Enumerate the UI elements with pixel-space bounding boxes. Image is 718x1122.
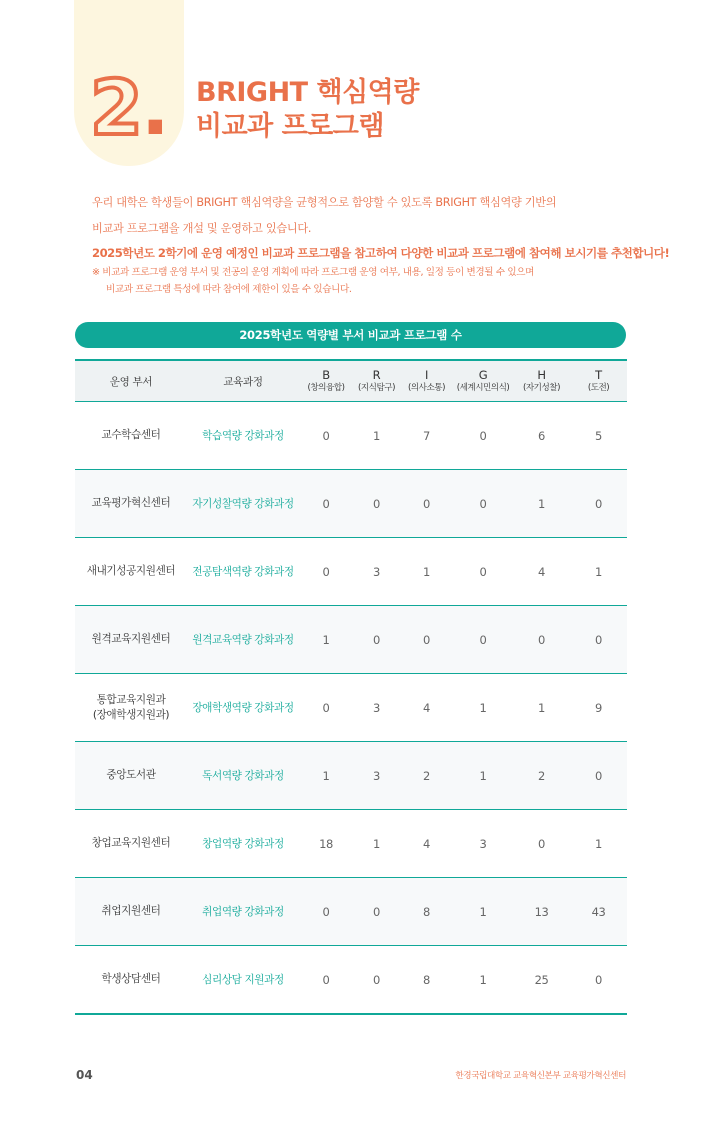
- section-title: [196, 76, 419, 144]
- header-subtitle: (자기성찰): [523, 383, 560, 393]
- dept-name: 창업교육지원센터: [91, 837, 171, 849]
- table-row: [75, 674, 627, 742]
- count-cell: 2: [513, 742, 570, 810]
- table-row: [75, 606, 627, 674]
- course-cell: 장애학생역량 강화과정: [187, 674, 299, 742]
- header-code: G: [478, 368, 488, 382]
- intro-text: [92, 190, 670, 298]
- header-course: 교육과정: [187, 360, 299, 402]
- dept-name: 통합교육지원과: [96, 693, 166, 706]
- header-code: I: [424, 368, 429, 382]
- table-row: [75, 402, 627, 470]
- page-number: 04: [76, 1068, 93, 1082]
- count-cell: 0: [299, 878, 353, 946]
- count-cell: 1: [513, 674, 570, 742]
- count-cell: 8: [400, 946, 453, 1015]
- section-title-line-1: BRIGHT 핵심역량: [196, 77, 419, 108]
- dept-name: 원격교육지원센터: [91, 633, 171, 645]
- count-cell: 0: [353, 606, 400, 674]
- course-cell: 독서역량 강화과정: [187, 742, 299, 810]
- count-cell: 18: [299, 810, 353, 878]
- table-row: [75, 810, 627, 878]
- header-code: R: [372, 368, 381, 382]
- count-cell: 0: [570, 470, 627, 538]
- count-cell: 0: [570, 946, 627, 1015]
- count-cell: 6: [513, 402, 570, 470]
- header-subtitle: (창의융합): [307, 383, 345, 393]
- header-r: [353, 360, 400, 402]
- header-b: [299, 360, 353, 402]
- header-dept: 운영 부서: [75, 360, 187, 402]
- count-cell: 0: [299, 402, 353, 470]
- header-code: B: [322, 368, 330, 382]
- count-cell: 1: [453, 674, 513, 742]
- dept-cell: [75, 538, 187, 606]
- footer-organization: 한경국립대학교 교육혁신본부 교육평가혁신센터: [455, 1071, 626, 1081]
- header-subtitle: (의사소통): [408, 383, 445, 393]
- course-cell: 자기성찰역량 강화과정: [187, 470, 299, 538]
- course-cell: 심리상담 지원과정: [187, 946, 299, 1015]
- dept-name: 중앙도서관: [106, 769, 156, 781]
- intro-recommendation: 2025학년도 2학기에 운영 예정인 비교과 프로그램을 참고하여 다양한 비교과 프로그램에 참여해 보시기를 추천합니다!: [92, 246, 670, 260]
- count-cell: 1: [353, 402, 400, 470]
- count-cell: 3: [353, 742, 400, 810]
- intro-line-1: 우리 대학은 학생들이 BRIGHT 핵심역량을 균형적으로 함양할 수 있도록 BRIGHT 핵심역량 기반의: [92, 196, 557, 209]
- count-cell: 0: [513, 606, 570, 674]
- count-cell: 0: [453, 606, 513, 674]
- count-cell: 43: [570, 878, 627, 946]
- dept-name-sub: (장애학생지원과): [92, 708, 170, 721]
- count-cell: 0: [570, 606, 627, 674]
- count-cell: 4: [400, 674, 453, 742]
- count-cell: 9: [570, 674, 627, 742]
- table-row: [75, 742, 627, 810]
- count-cell: 0: [299, 946, 353, 1015]
- count-cell: 0: [570, 742, 627, 810]
- table-row: [75, 878, 627, 946]
- count-cell: 25: [513, 946, 570, 1015]
- dept-name: 교육평가혁신센터: [91, 497, 171, 509]
- course-cell: 전공탐색역량 강화과정: [187, 538, 299, 606]
- dept-name: 새내기성공지원센터: [86, 565, 176, 577]
- count-cell: 0: [400, 606, 453, 674]
- count-cell: 5: [570, 402, 627, 470]
- program-count-table: [75, 359, 627, 1015]
- course-cell: 학습역량 강화과정: [187, 402, 299, 470]
- header-i: [400, 360, 453, 402]
- dept-cell: [75, 878, 187, 946]
- dept-name: 취업지원센터: [101, 905, 161, 917]
- count-cell: 0: [453, 470, 513, 538]
- count-cell: 1: [453, 878, 513, 946]
- course-cell: 창업역량 강화과정: [187, 810, 299, 878]
- count-cell: 1: [513, 470, 570, 538]
- count-cell: 0: [453, 402, 513, 470]
- count-cell: 0: [353, 470, 400, 538]
- header-subtitle: (도전): [587, 383, 610, 393]
- dept-name: 학생상담센터: [101, 973, 161, 985]
- count-cell: 3: [453, 810, 513, 878]
- count-cell: 2: [400, 742, 453, 810]
- section-number: 2.: [90, 63, 168, 152]
- table-caption: 2025학년도 역량별 부서 비교과 프로그램 수: [75, 322, 626, 348]
- intro-note-2: 비교과 프로그램 특성에 따라 참여에 제한이 있을 수 있습니다.: [106, 284, 352, 295]
- dept-cell: [75, 946, 187, 1015]
- course-cell: 취업역량 강화과정: [187, 878, 299, 946]
- header-code: H: [537, 368, 546, 382]
- intro-line-2: 비교과 프로그램을 개설 및 운영하고 있습니다.: [92, 222, 312, 235]
- dept-name: 교수학습센터: [101, 429, 161, 441]
- section-number-dot: .: [140, 63, 168, 152]
- count-cell: 3: [353, 674, 400, 742]
- table-row: [75, 538, 627, 606]
- count-cell: 3: [353, 538, 400, 606]
- count-cell: 1: [299, 742, 353, 810]
- dept-cell: [75, 402, 187, 470]
- dept-cell: [75, 606, 187, 674]
- count-cell: 1: [453, 946, 513, 1015]
- header-g: [453, 360, 513, 402]
- table-row: [75, 470, 627, 538]
- dept-cell: [75, 674, 187, 742]
- count-cell: 1: [570, 538, 627, 606]
- count-cell: 8: [400, 878, 453, 946]
- header-subtitle: (지식탐구): [358, 383, 395, 393]
- count-cell: 1: [353, 810, 400, 878]
- count-cell: 4: [400, 810, 453, 878]
- count-cell: 1: [400, 538, 453, 606]
- table-row: [75, 946, 627, 1015]
- count-cell: 0: [353, 946, 400, 1015]
- count-cell: 0: [353, 878, 400, 946]
- count-cell: 0: [453, 538, 513, 606]
- dept-cell: [75, 810, 187, 878]
- count-cell: 13: [513, 878, 570, 946]
- course-cell: 원격교육역량 강화과정: [187, 606, 299, 674]
- table-header-row: [75, 360, 627, 402]
- header-t: [570, 360, 627, 402]
- count-cell: 0: [299, 538, 353, 606]
- dept-cell: [75, 470, 187, 538]
- count-cell: 4: [513, 538, 570, 606]
- count-cell: 0: [513, 810, 570, 878]
- count-cell: 1: [299, 606, 353, 674]
- header-h: [513, 360, 570, 402]
- intro-note-1: ※ 비교과 프로그램 운영 부서 및 전공의 운영 계획에 따라 프로그램 운영 여부, 내용, 일정 등이 변경될 수 있으며: [92, 267, 534, 278]
- count-cell: 7: [400, 402, 453, 470]
- header-subtitle: (세계시민의식): [456, 383, 510, 393]
- count-cell: 1: [453, 742, 513, 810]
- section-title-line-2: 비교과 프로그램: [196, 111, 384, 142]
- count-cell: 1: [570, 810, 627, 878]
- header-code: T: [595, 368, 602, 382]
- count-cell: 0: [299, 470, 353, 538]
- count-cell: 0: [400, 470, 453, 538]
- count-cell: 0: [299, 674, 353, 742]
- dept-cell: [75, 742, 187, 810]
